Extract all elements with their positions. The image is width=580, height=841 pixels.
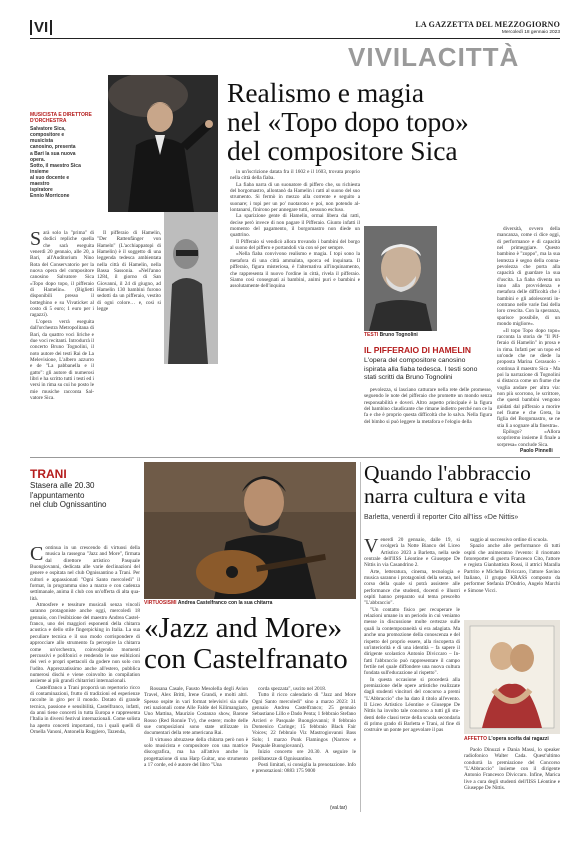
paragraph <box>30 545 140 602</box>
article1-column-2 <box>230 169 360 452</box>
section-title: VIVILACITTÀ <box>348 42 520 72</box>
caption-line: Ennio Morricone <box>30 193 70 200</box>
caption-line: a Bari la sua nuova <box>30 150 76 157</box>
article1-column-1-cont <box>97 230 161 452</box>
paragraph: diversità, ovvero della mancanza, come ci dice oggi, di performance e di capacità nel primeggiare. Questo bambino è "zoppo", ma la sua lentezza è segno della connapevolezza che porta alla capacità di guardare la sua d'uscita. La fiaba diventa un inno alla provvidenza e metafora delle difficoltà che i bambini e gli adolescenti incontrano nelle varie fasi della loro crescita. Con la speranza, sparisce possibile, di un mondo migliore». <box>497 226 560 328</box>
photo-abbraccio <box>464 620 560 734</box>
headline-line-1: Realismo e magia <box>227 77 425 108</box>
caption-abbraccio <box>464 736 560 742</box>
article3-subhead: Barletta, venerdì il reporter Cito all'Iiss «De Nittis» <box>364 514 519 521</box>
paragraph <box>30 230 94 319</box>
paragraph-text: arà solo la "prima" di dodici repliche quella che sarà eseguita venerdì 20 gennaio, alle 20, a Bari, all'Auditorium Nino Rota del Conservatorio per la nuova opera del compositore canosino Salvatore Sica «Topo dopo topo, il pifferaio di Hamelin». (Biglietti disponibili presso il botteghino e su Vivaticket al costo di 5 euro; 1 euro per i ragazzi). <box>30 230 94 319</box>
caption-tognolini <box>364 332 444 338</box>
trani-city: TRANI <box>30 467 67 481</box>
caption-text: Andrea Castelfranco con la sua chitarra <box>177 600 273 606</box>
caption-line: canosino, presenta <box>30 144 76 151</box>
deck-line-3: stati scritti da Bruno Tognolini <box>364 374 453 382</box>
caption-label: AFFETTO <box>464 736 487 742</box>
paragraph-text: ontinua in un crescendo di virtuosi della musica la rassegna "Jazz and More", firmata dal direttore artistico Pasquale Buongiovanni, dedicata alle varie declinazioni del genere e ospitata nel club Ognissantino a Trani. Per cultori e appassionati "Ogni Santo mercoledì" il format, in programma sino a marzo e con cadenza settimanale, anima il club con un'offerta di alta qualità. <box>30 545 140 602</box>
trani-deck <box>30 481 140 510</box>
headline-line-1: Quando l'abbraccio <box>364 461 531 485</box>
trani-line-1: Stasera alle 20.30 <box>30 481 95 490</box>
caption-label: TESTI <box>364 332 379 338</box>
paragraph: «Il topo Topo dopo topo» racconta la storia de "Il Pifferaio di Hamelin" in prosa e in rima. Infatti per un topo ed un'onde che ne diede la proposta Marina Cerasuolo - continua il maestro Sica - Ma poi la narrazione di Tognolini si distacca come un fiume che voglia andare per altra via: non più scorrono, le scrittore, che questi bambini vengono guidati dal pifferaio a morire nel fiume e che Greta, la figlia del Borgomastro, se ne stia lì a sognare alla finestra». <box>497 327 560 429</box>
article3-column-2 <box>464 537 560 617</box>
paragraph: Epilogo? «Allora scopriremo insieme il finale a sorpresa» conclude Sica. <box>497 429 560 448</box>
paragraph: Inizio concerto ore 20.30. A seguire le prelibatezze di Ognissantino. <box>252 749 356 762</box>
photo-sica-morricone <box>164 212 218 364</box>
photo-sica-conducting <box>108 75 218 212</box>
paragraph: Paolo Dinuzzi e Dania Massi, lo speaker radiofonico Walter Cada. Quest'ultimo condurrà la premiazione del Concorso "L'Abbraccio" insieme con il dirigente Antonio Francesco Diviccaro. Infine, Marica live a cura degli studenti dell'IISS Léontine e Giuseppe De Nittis. <box>464 747 560 792</box>
paragraph: Arte, letteratura, cinema, tecnologia e musica saranno i protagonisti della serata, nel corso della quale si potrà assistere alle performance che studenti, docenti e illustri ospiti hanno preparato sul tema prescelto "L'abbraccio". <box>364 568 460 607</box>
article1-byline: Paolo Pinnelli <box>520 448 553 454</box>
drop-cap: C <box>30 545 44 565</box>
newspaper-name: LA GAZZETTA DEL MEZZOGIORNO <box>415 20 560 29</box>
headline-line-3: del compositore Sica <box>227 135 458 166</box>
drop-cap: S <box>30 230 42 250</box>
article2-headline <box>144 613 374 675</box>
article3-column-1 <box>364 537 460 812</box>
paragraph: In questa occasione si procederà alla premiazione delle opere artistiche realizzate dagli studenti vincitori del concorso a premi "L'Abbraccio" che ha dato il titolo all'evento. Il Liceo Artistico Léontine e Giuseppe De Nittis ha involto tale concorso a tutti gli studenti delle classi terze della scuola secondaria di primo grado di Barletta e Trani, al fine di costruire un ponte per agevolare il pas <box>364 676 460 734</box>
issue-date: Mercoledì 18 gennaio 2023 <box>501 30 560 35</box>
paragraph: Posti limitati, si consiglia la prenotazione. Info e prenotazioni: 0883 175 9000 <box>252 762 356 775</box>
paragraph: Il Pifferaio si vendicò allora trovando i bambini del borgo al suono del piffero e portandoli via con sé per sempre. <box>230 238 360 252</box>
paragraph: La sparizione gente di Hamelin, ormai libera dai ratti, decise però invece di non pagare il Pifferaio. Giunto infatti il momento del pagamento, il borgomastro non diede un quattrino. <box>230 213 360 239</box>
caption-line: ispiratore <box>30 187 53 194</box>
caption-label: VIRTUOSISMI <box>144 600 177 606</box>
paragraph: Spazio anche alle performance di tutti ospiti che animeranno l'evento: il rinomato fotoreporter di guerra Francesco Cito, l'attore e regista Gianbattista Rossi, il attrici Maralla Partrito e Michela Diviccaro, l'attore Savino Italiano, il gruppo KRASS composto da performer Stefania D'Ondrio, Angelo Marchi e Simone Vicci. <box>464 543 560 594</box>
caption-line: al suo docente e <box>30 174 70 181</box>
caption-line: insieme <box>30 168 49 175</box>
article3-headline <box>364 462 560 508</box>
article1-headline <box>227 78 557 165</box>
paragraph: in un'iscrizione datata fra il 1602 e il 1603, trovata proprio nella città della fiaba. <box>230 169 360 182</box>
caption-line: Salvatore Sica, <box>30 126 66 133</box>
article2-column-3 <box>252 686 356 804</box>
paragraph: Tutto il ricco calendario di "Jazz and More Ogni Santo mercoledì" sino a marzo 2023: 31 gennaio Andrea Castelfranco; 25 gennaio Sebastiano Lillo e Dado Penta; 1 febbraio Stefano Arcieri e Pasquale Buongiovanni; 8 febbraio Domenico Caringe; 15 febbraio Black Fair Voices; 22 febbraio Viz Mastrogiovanni Bass Solo; 1 marzo Punk Flamingos (Narrow e Pasquale Buongiovanni). <box>252 692 356 750</box>
paragraph: L'opera verrà eseguita dall'orchestra Metropolitana di Bari, da quattro voci liriche e due voci recitanti. Introdurrà il concerto Bruno Tognolini, il noto autore dei testi Rai de La Melevisione, L'albero azzurro e de "La pabbanella e il gatto": gli autore di numerosi libri e ha scritto tutti i testi ed i versi in rima su cui ho posto le mie musiche racconta Salvatore Sica. <box>30 318 94 401</box>
caption-text: L'opera scelta dai ragazzi <box>488 736 549 742</box>
paragraph: saggio al successivo ordine di scuola. <box>470 537 548 543</box>
page-number: VI <box>30 20 52 35</box>
article1-sub-deck <box>364 357 514 383</box>
caption-body <box>30 126 104 199</box>
article1-sub-kicker: IL PIFFERAIO DI HAMELIN <box>364 345 472 355</box>
article1-column-4 <box>497 226 560 448</box>
article1-column-1 <box>30 230 94 452</box>
caption-name: Bruno Tognolini <box>379 332 418 338</box>
deck-line-1: L'opera del compositore canosino <box>364 357 466 364</box>
photo-tognolini <box>364 226 437 331</box>
paragraph: "Un contatto fisico per recuperare le relazioni umane in un periodo in cui veniamo messe in discussione molte certezze sulle quali la contemporaneità si era adagiata. Ma anche una promozione della conoscenza e del rispetto del proprio essere, alla riscoperta di un'interiorità e di una identità – fa sapere il dirigente scolastico Antonio Diviccaro – Infatti l'abbraccio può rappresentare il campo fertile nel quale diffondere una nuova cultura fondata sull'educazione al rispetto". <box>364 606 460 677</box>
paragraph: «Nella fiaba convivono realismo e magia. I topi sono la metafora di una città ammalata, sporca ed inquinata. Il pifferaio, figura misteriosa, è l'alternativa all'inquinamento, che rappresenta il nuovo l'ordine in città, rivela il pifferaio. Siamo così consegnati ai bambini, animi puri e bambini e assolutamente dell'inquina <box>230 251 360 290</box>
caption-line: opera. <box>30 156 46 163</box>
paragraph: Il pifferaio di Hamelin, "Der Rattenfänger von Hameln" (L'acchiappatopi di Hamelin) è il soggetto di una leggenda tedesca ambientata nella città di Hamelin, nella Bassa Sassonia. «Nell'anno 1284, il giorno di San Giovanni, il 24 di giugno, ad Hamelin 130 bambini furono sedotti da un pifferaio, vestito di ogni colore… e, così si legge <box>97 230 161 313</box>
trani-line-2: l'appuntamento <box>30 490 85 500</box>
headline-line-2: con Castelfranato <box>144 643 348 675</box>
photo-caption-sica <box>30 112 104 199</box>
article2-column-2 <box>144 686 248 811</box>
caption-line: Sotto, il maestro Sica <box>30 162 81 169</box>
article2-byline: (val.tar) <box>330 805 347 811</box>
page-header <box>30 19 560 39</box>
caption-castelfranco <box>144 600 356 606</box>
headline-line-2: narra cultura e vita <box>364 484 526 508</box>
article2-column-1 <box>30 545 140 811</box>
paragraph: Atmosfere e tessiture musicali senza vincoli saranno protagoniste anche oggi, mercoledì 18 gennaio, con l'esibizione del maestro Andrea Castelfranco, uno dei maggiori esponenti della chitarra acustica e dello stile fingerpicking in Italia. La sua peculiare tecnica e il suo modo corrispondere di approcciare allo strumento fa percepire la chitarra come un'orchestra, coinvolgendo momenti percussivi e polifonici e rendendo le sue esibizioni dei veri e propri spettacoli da godere non solo con l'udito. Apprezzatissimo anche all'estero, pubblica numerosi dischi e viene coinvolto in compilation assieme ai più grandi chitarristi internazionali. <box>30 602 140 685</box>
paragraph <box>364 537 460 569</box>
paragraph: La fiaba narra di un suonatore di piffero che, su richiesta del borgomastro, allontanò da Hamelin i ratti al suono del suo strumento. Si fermò in mezzo alla corrente e seguito a suonare; i topi per un po' nuotarono e poi, non potendo allontanarsi, finirono per annegare tutti, nessuno escluso. <box>230 181 360 214</box>
drop-cap: V <box>364 537 379 557</box>
paragraph: Castelfranco a Trani proporrà un repertorio ricco di contaminazioni, frutto di tradizioni ed esperienze raccolte in giro per il mondo. Dotato di grande tecnica, passione e sensibilità, Castelfranco, infatti, da anni tiene concerti in tutta Europa e rappresenta l'Italia in diversi festival internazionali. Come solista ha aperto concerti importanti, tra i quali quelli di Ornella Vanoni, Antonella Ruggiero, Tazenda, <box>30 684 140 735</box>
paragraph-text: enerdì 20 gennaio, dalle 19, si svolgerà la Notte Bianco del Liceo Artistico 2023 a Barletta, nella sede centrale dell'IISS Léontine e Giuseppe De Nittis in via Casandrino 2. <box>364 537 460 569</box>
paragraph: corda spezzata", uscito nel 2018. <box>258 686 327 692</box>
deck-line-2: ispirata alla fiaba tedesca. I testi sono <box>364 365 478 373</box>
caption-kicker: MUSICISTA E DIRETTORE D'ORCHESTRA <box>30 112 92 125</box>
paragraph: Il virtuoso abruzzese della chitarra però non è solo musicista e compositore con una matrice discografica, ma ha all'attivo anche la progettazione di una Harp Guitar, uno strumento a 17 corde, ed è autore del libro "Una <box>144 736 248 769</box>
trani-line-3: nel club Ognissantino <box>30 500 107 509</box>
caption-line: musicista <box>30 138 54 145</box>
article3-column-3 <box>464 747 560 812</box>
caption-line: maestro <box>30 181 50 188</box>
divider <box>30 457 560 458</box>
photo-castelfranco <box>144 462 356 599</box>
article1-column-3 <box>364 387 492 452</box>
vertical-divider <box>360 462 361 812</box>
headline-line-2: nel «Topo dopo topo» <box>227 106 469 137</box>
paragraph: pevolezza, si lasciano catturare nella rete delle promesse, seguendo le note del pifferaio che promette un mondo senza responsabilità e doveri. Altro aspetto principale è la figura del bambino claudicante che rimane indietro perché non ce la fa e che è proprio questa difficoltà che lo salva. Nella figura del bimbo si può leggere la metafora e l'elogio della <box>364 387 492 425</box>
caption-line: compositore e <box>30 132 65 139</box>
paragraph: Rossana Casale, Fausto Mesolella degli Avion Travel, Alex Britti, Irene Grandi, e molti altri. Spesso ospite in vari format televisivi sia sulle reti nazionali come Alle Falde del Kilimangiaro, Uno Mattina, Maurizio Costanzo show, Barone Rosso (Red Ronnie Tv), che estere; molte delle sue composizioni sono state utilizzate in documentari della rete americana Rai. <box>144 686 248 737</box>
headline-line-1: «Jazz and More» <box>144 612 343 644</box>
